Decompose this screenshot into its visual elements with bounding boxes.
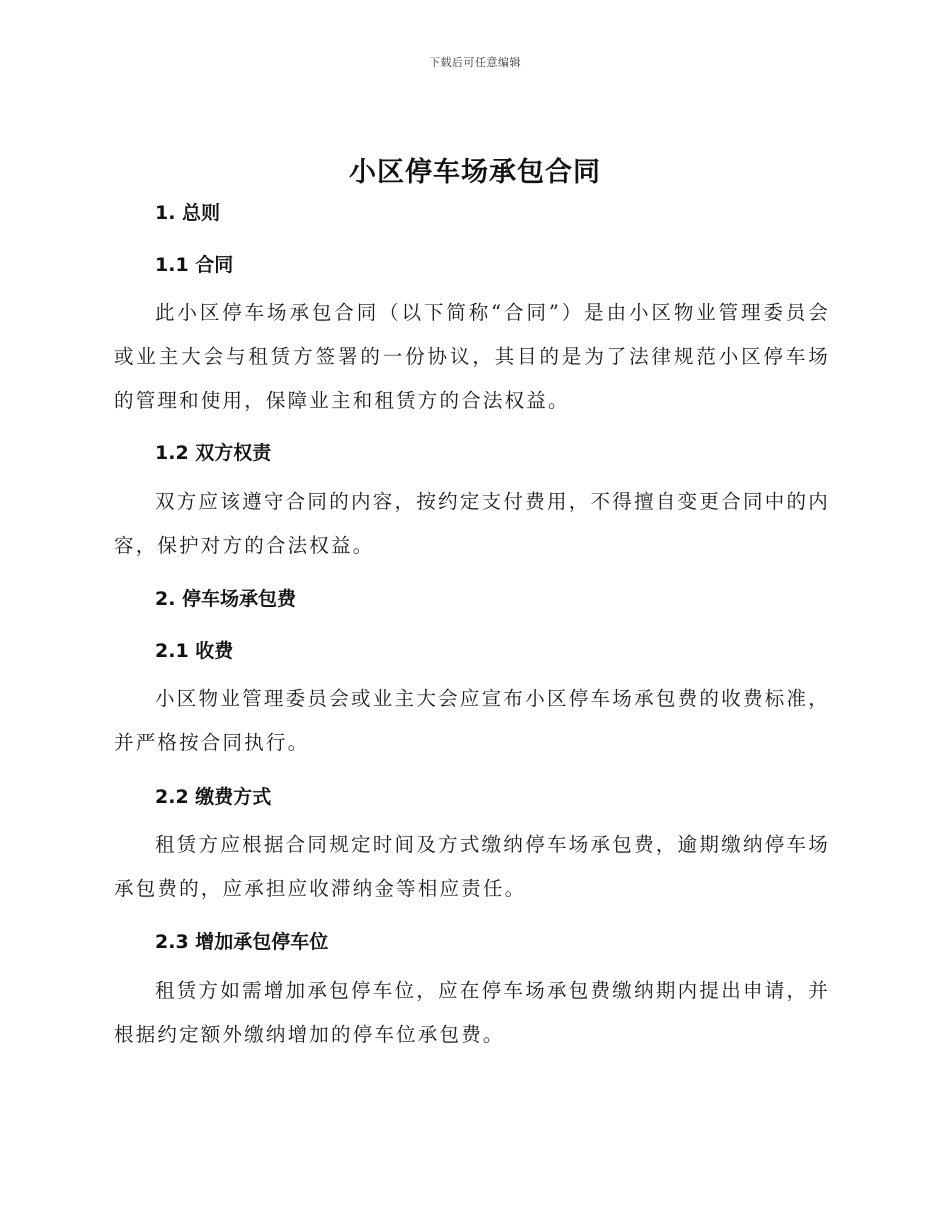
section-heading-2-2: 2.2 缴费方式 bbox=[155, 786, 272, 808]
section-heading-2: 2. 停车场承包费 bbox=[155, 588, 297, 610]
header-note: 下载后可任意编辑 bbox=[429, 56, 521, 69]
section-heading-2-1: 2.1 收费 bbox=[155, 640, 234, 662]
section-text-2-1: 小区物业管理委员会或业主大会应宣布小区停车场承包费的收费标准，并严格按合同执行。 bbox=[114, 687, 830, 754]
section-text-1-1: 此小区停车场承包合同（以下简称“合同”）是由小区物业管理委员会或业主大会与租赁方签署的一份协议，其目的是为了法律规范小区停车场的管理和使用，保障业主和租赁方的合法权益。 bbox=[114, 301, 830, 412]
section-text-2-3: 租赁方如需增加承包停车位，应在停车场承包费缴纳期内提出申请，并根据约定额外缴纳增加的停车位承包费。 bbox=[114, 979, 830, 1046]
section-text-2-2: 租赁方应根据合同规定时间及方式缴纳停车场承包费，逾期缴纳停车场承包费的，应承担应收滞纳金等相应责任。 bbox=[114, 833, 830, 900]
section-heading-1-1: 1.1 合同 bbox=[155, 254, 234, 276]
section-heading-2-3: 2.3 增加承包停车位 bbox=[155, 931, 329, 953]
section-text-1-2: 双方应该遵守合同的内容，按约定支付费用，不得擅自变更合同中的内容，保护对方的合法权益。 bbox=[114, 490, 830, 557]
document-title: 小区停车场承包合同 bbox=[349, 157, 601, 188]
section-heading-1-2: 1.2 双方权责 bbox=[155, 442, 272, 464]
section-heading-1: 1. 总则 bbox=[155, 202, 221, 224]
